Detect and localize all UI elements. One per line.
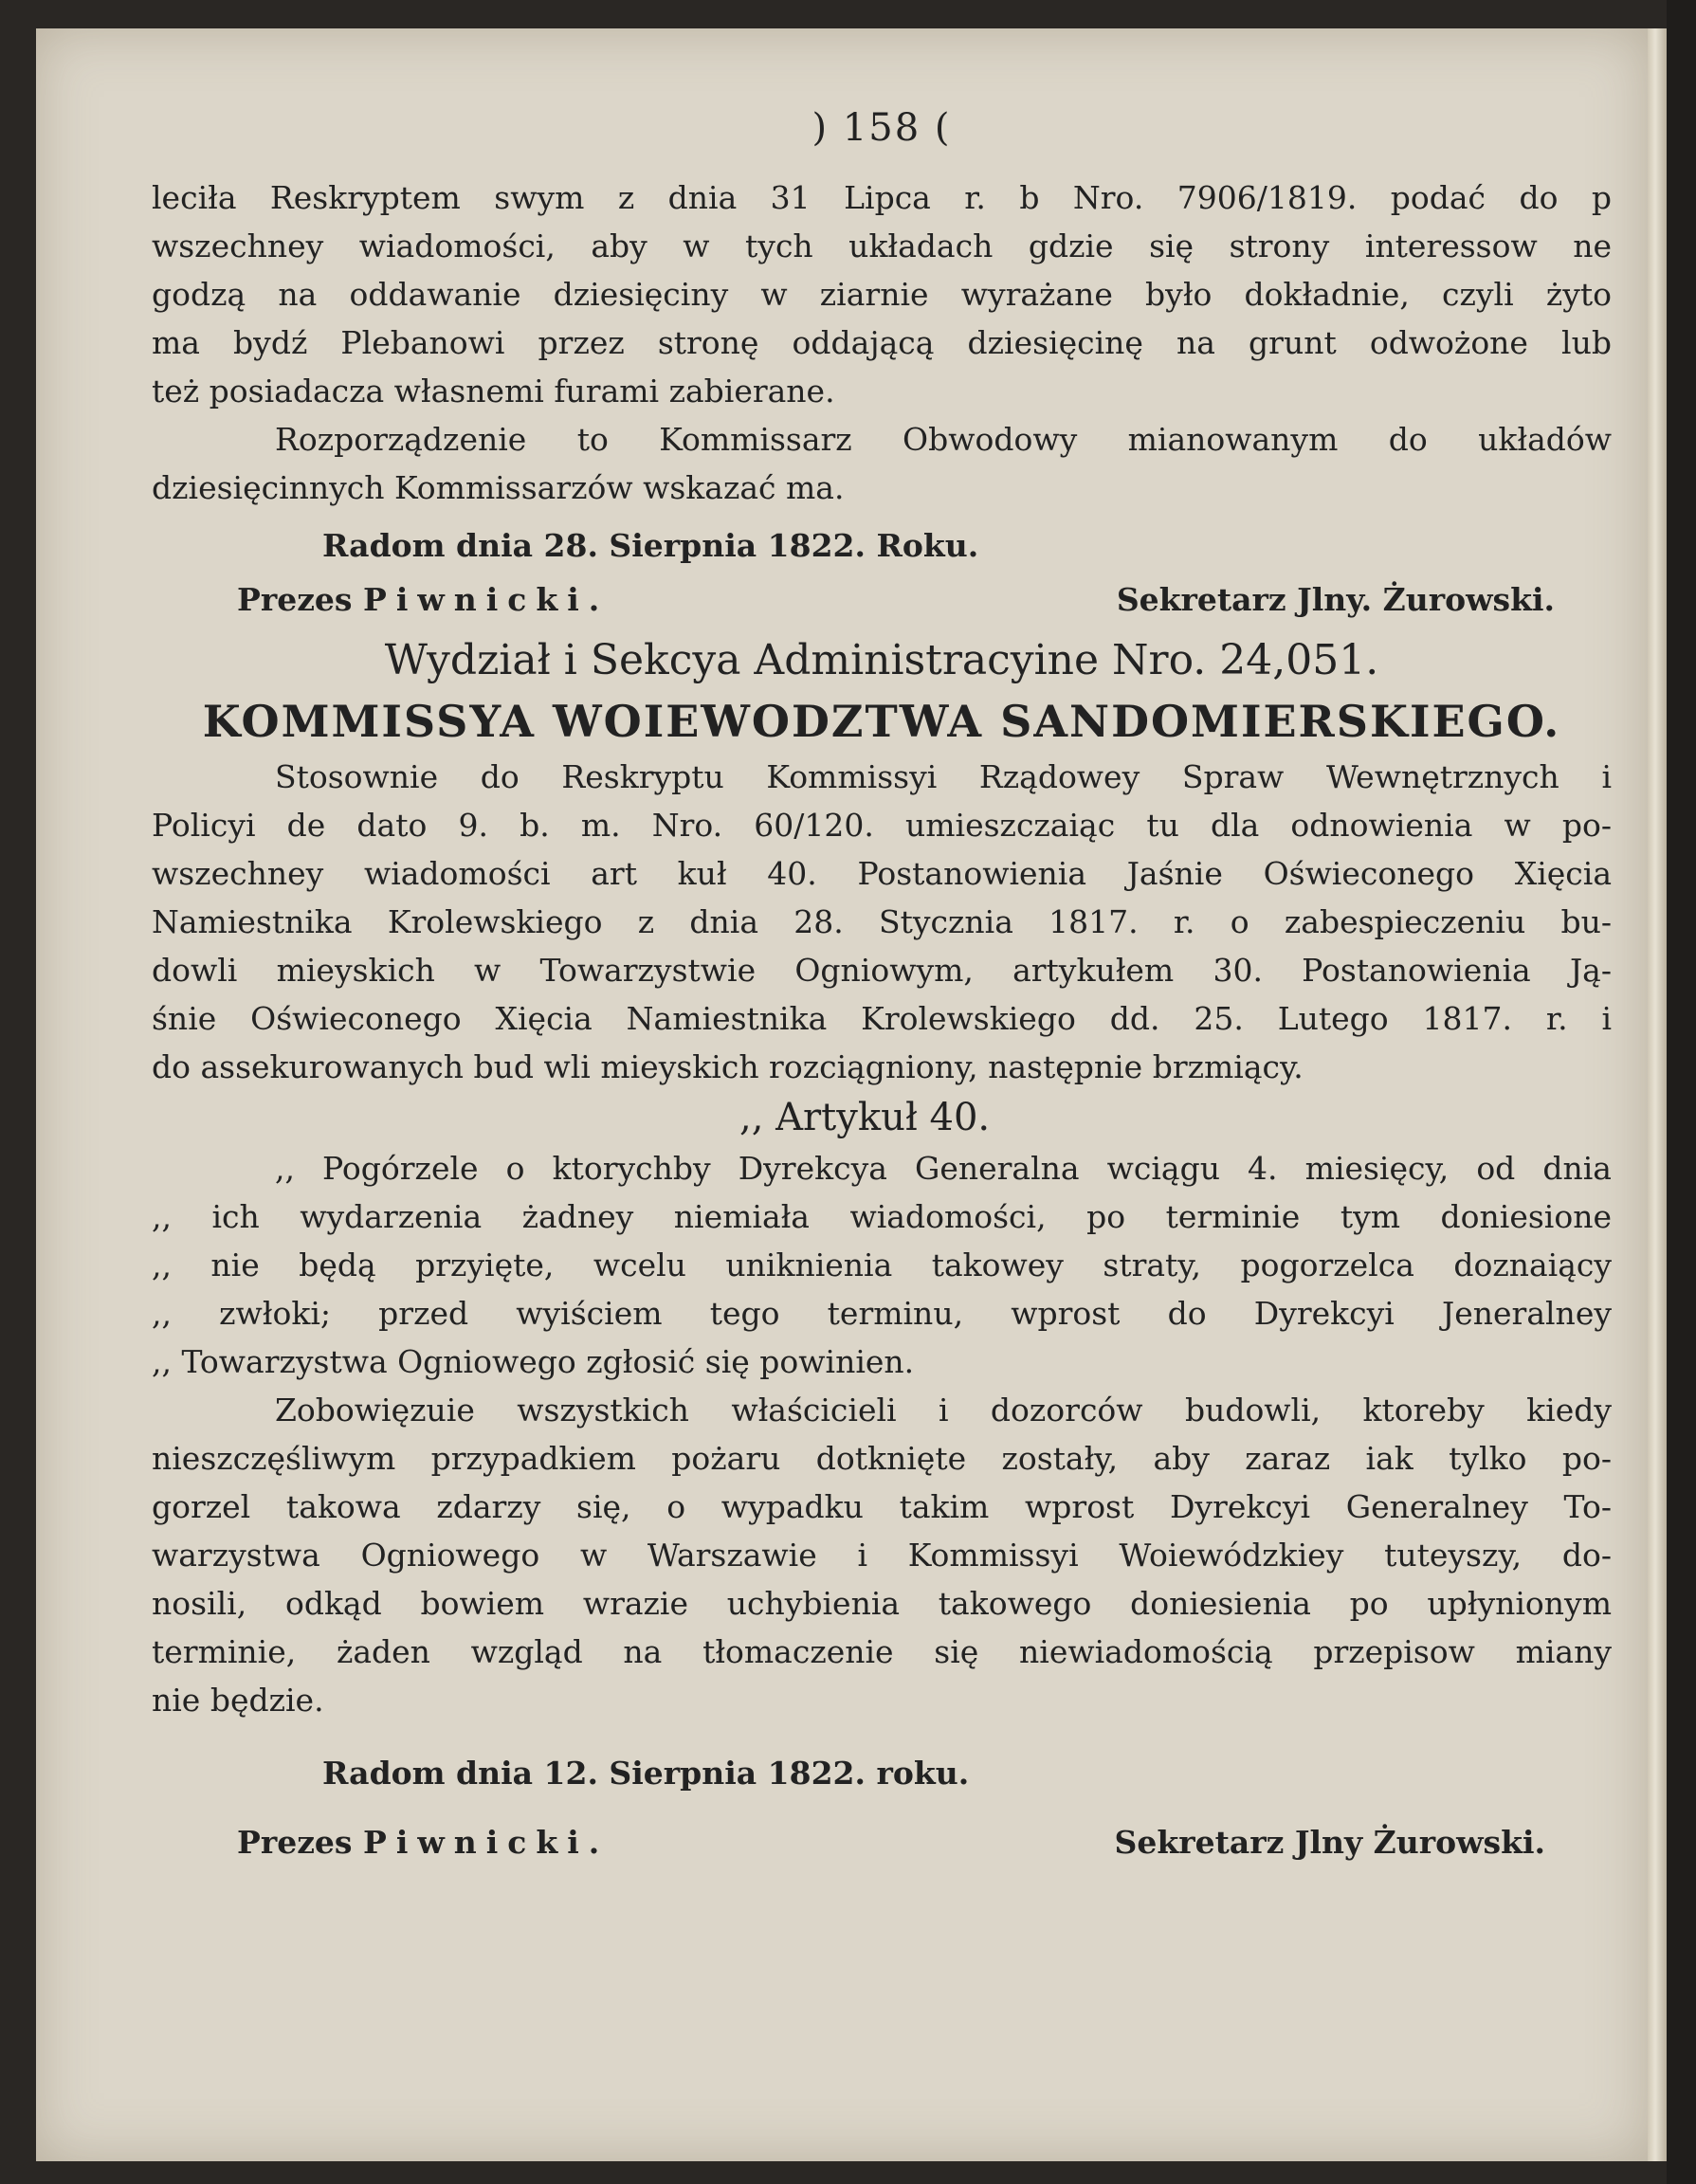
text-line: gorzel takowa zdarzy się, o wypadku takim wprost Dyrekcyi Generalney To- <box>152 1488 1612 1525</box>
document-text <box>152 104 1612 1866</box>
text-line: ,, Pogórzele o ktorychby Dyrekcya Generalna wciągu 4. miesięcy, od dnia <box>275 1150 1612 1187</box>
text-line: dowli mieyskich w Towarzystwie Ogniowym, artykułem 30. Postanowienia Ją- <box>152 952 1612 989</box>
paragraph-1 <box>152 173 1612 415</box>
prezes-label: Prezes <box>237 1824 353 1861</box>
signature-row-1 <box>152 575 1612 624</box>
prezes-signature <box>237 1818 609 1866</box>
text-line: ma bydź Plebanowi przez stronę oddającą dziesięcinę na grunt odwożone lub <box>152 324 1612 361</box>
text-line: ,, zwłoki; przed wyiściem tego terminu, wprost do Dyrekcyi Jeneralney <box>152 1295 1612 1332</box>
text-line: Rozporządzenie to Kommissarz Obwodowy mianowanym do układów <box>275 421 1612 458</box>
text-line: ,, nie będą przyięte, wcelu uniknienia takowey straty, pogorzelca doznaiący <box>152 1247 1612 1283</box>
text-line: godzą na oddawanie dziesięciny w ziarnie wyrażane było dokładnie, czyli żyto <box>152 276 1612 313</box>
sekretarz-signature: Sekretarz Jlny. Żurowski. <box>1116 581 1555 618</box>
text-line: wszechney wiadomości, aby w tych układach gdzie się strony interessow ne <box>152 228 1612 264</box>
text-line: warzystwa Ogniowego w Warszawie i Kommissyi Woiewódzkiey tuteyszy, do- <box>152 1537 1612 1574</box>
page-number: ) 158 ( <box>812 106 952 150</box>
prezes-name: Piwnicki. <box>363 1824 610 1861</box>
signature-row-2 <box>152 1818 1612 1866</box>
scan-background <box>1667 0 1696 2184</box>
text-line: nieszczęśliwym przypadkiem pożaru dotknięte zostały, aby zaraz iak tylko po- <box>152 1440 1612 1477</box>
text-line: Zobowięzuie wszystkich właścicieli i dozorców budowli, ktoreby kiedy <box>275 1392 1612 1429</box>
text-line: też posiadacza własnemi furami zabierane. <box>152 373 835 410</box>
text-line: Policyi de dato 9. b. m. Nro. 60/120. umieszczaiąc tu dla odnowienia w po- <box>152 807 1612 844</box>
prezes-name: Piwnicki. <box>363 581 610 618</box>
prezes-signature <box>237 575 609 624</box>
text-line: nie będzie. <box>152 1682 324 1719</box>
text-line: do assekurowanych bud wli mieyskich rozciągniony, następnie brzmiący. <box>152 1048 1304 1085</box>
date-line-1: Radom dnia 28. Sierpnia 1822. Roku. <box>322 527 979 564</box>
text-line: terminie, żaden wzgląd na tłomaczenie się niewiadomością przepisow miany <box>152 1633 1612 1670</box>
text-line: leciła Reskryptem swym z dnia 31 Lipca r. b Nro. 7906/1819. podać do p <box>152 179 1612 216</box>
text-line: ,, ich wydarzenia żadney niemiała wiadomości, po terminie tym doniesione <box>152 1198 1612 1235</box>
date-line-2: Radom dnia 12. Sierpnia 1822. roku. <box>322 1755 970 1792</box>
text-line: ,, Towarzystwa Ogniowego zgłosić się powinien. <box>152 1343 915 1380</box>
text-line: Namiestnika Krolewskiego z dnia 28. Stycznia 1817. r. o zabespieczeniu bu- <box>152 903 1612 940</box>
paragraph-4 <box>152 1386 1612 1724</box>
text-line: śnie Oświeconego Xięcia Namiestnika Krolewskiego dd. 25. Lutego 1817. r. i <box>152 1000 1612 1037</box>
text-line: wszechney wiadomości art kuł 40. Postanowienia Jaśnie Oświeconego Xięcia <box>152 855 1612 892</box>
paragraph-3 <box>152 753 1612 1091</box>
text-line: Stosownie do Reskryptu Kommissyi Rządowey Spraw Wewnętrznych i <box>275 758 1612 795</box>
article-title: ,, Artykuł 40. <box>739 1096 991 1139</box>
text-line: nosili, odkąd bowiem wrazie uchybienia takowego doniesienia po upłynionym <box>152 1585 1612 1622</box>
sekretarz-signature: Sekretarz Jlny Żurowski. <box>1114 1824 1545 1861</box>
article-text <box>152 1144 1612 1386</box>
commission-heading: KOMMISSYA WOIEWODZTWA SANDOMIERSKIEGO. <box>202 696 1561 747</box>
page-edge <box>1648 28 1667 2161</box>
text-line: dziesięcinnych Kommissarzów wskazać ma. <box>152 469 845 506</box>
prezes-label: Prezes <box>237 581 353 618</box>
paragraph-2 <box>152 415 1612 512</box>
section-heading: Wydział i Sekcya Administracyine Nro. 24,051. <box>384 636 1379 684</box>
